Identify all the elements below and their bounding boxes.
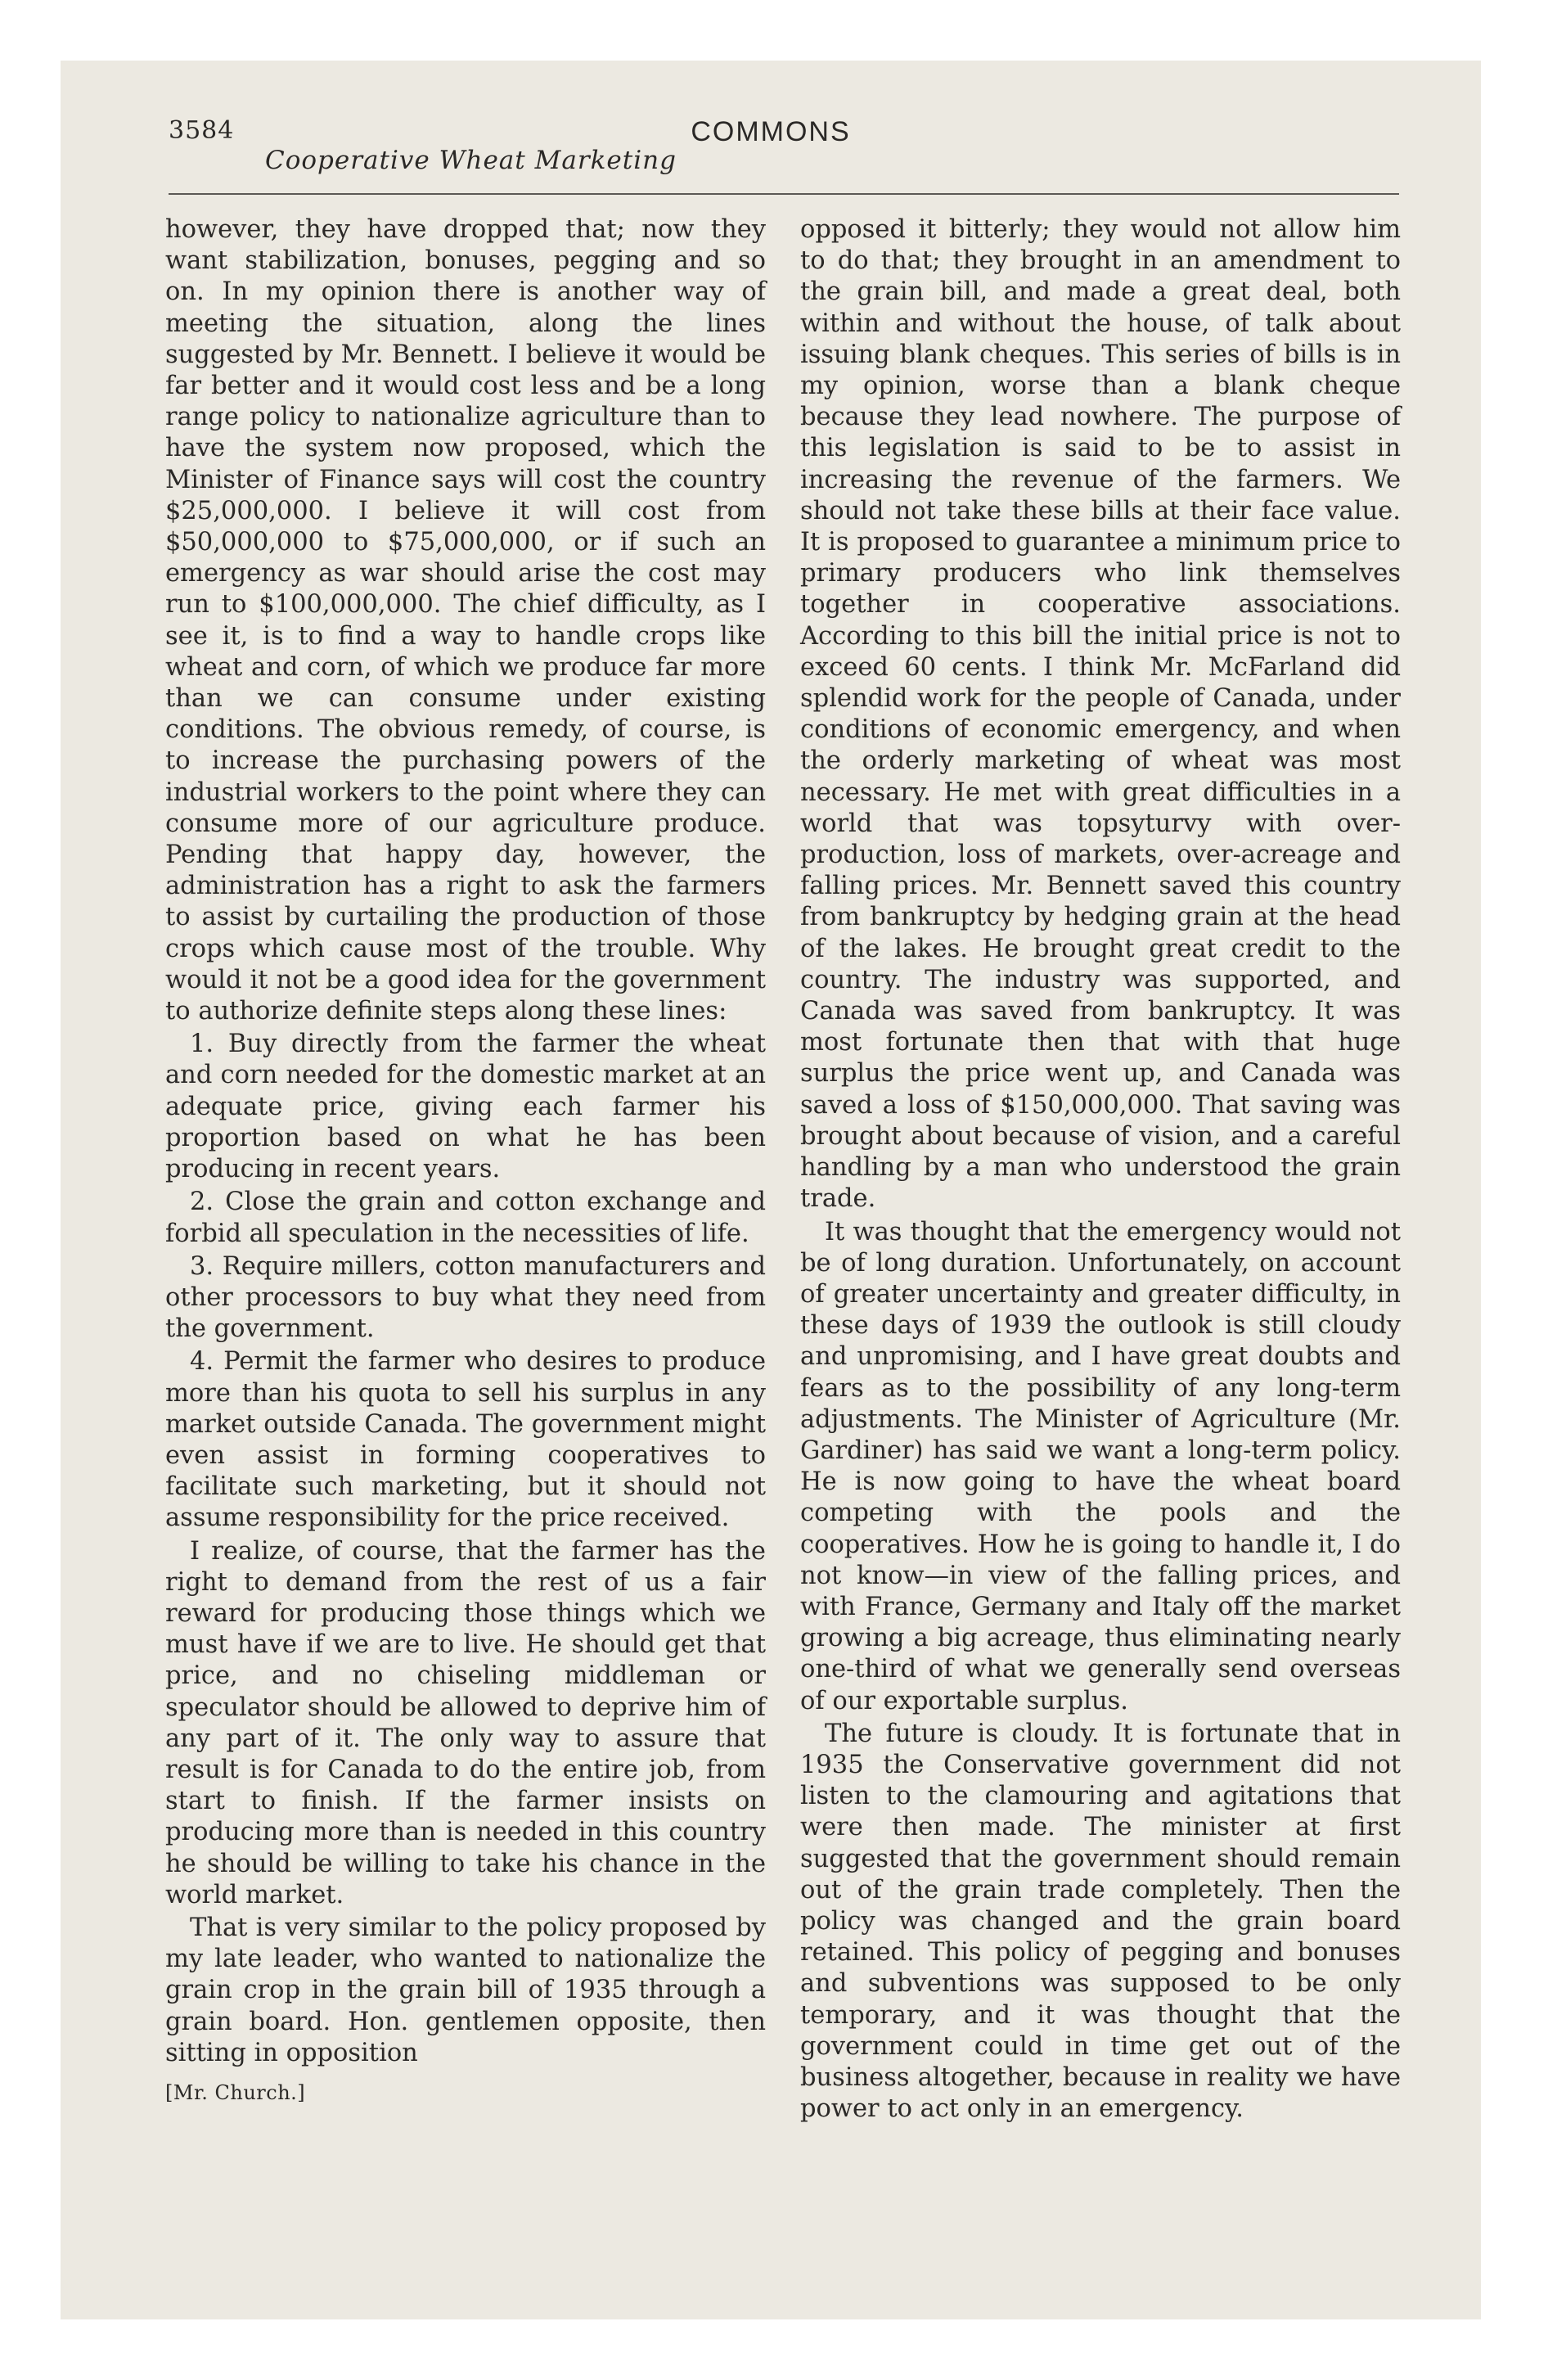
paragraph: The future is cloudy. It is fortunate that in 1935 the Conservative government did not listen to the clamouring and agitations that were then made. The minister at first suggested that the government should remain out of the grain trade completely. Then the policy was changed and the grain board retained. This policy of pegging and bonuses and subventions was supposed to be only temporary, and it was thought that the government could in time get out of the business altogether, because in reality we have power to act only in an emergency. (800, 1719, 1401, 2124)
right-column (800, 214, 1401, 2126)
left-column (165, 214, 766, 2105)
paragraph: I realize, of course, that the farmer has the right to demand from the rest of us a fair reward for producing those things which we must have if we are to live. He should get that price, and no chiseling middleman or speculator should be allowed to deprive him of any part of it. The only way to assure that result is for Canada to do the entire job, from start to finish. If the farmer insists on producing more than is needed in this country he should be willing to take his chance in the world market. (165, 1536, 766, 1909)
list-item: 1. Buy directly from the farmer the wheat and corn needed for the domestic market at an adequate price, giving each farmer his proportion based on what he has been producing in recent years. (165, 1030, 766, 1184)
list-item: 3. Require millers, cotton manufacturers and other processors to buy what they need from the government. (165, 1251, 766, 1344)
page-header-title: COMMONS (691, 116, 851, 147)
paragraph: That is very similar to the policy proposed by my late leader, who wanted to nationalize the grain crop in the grain bill of 1935 through a grain board. Hon. gentlemen opposite, then sitting in opposition (165, 1913, 766, 2067)
paragraph: It was thought that the emergency would not be of long duration. Unfortunately, on account of greater uncertainty and greater difficulty, in these days of 1939 the outlook is still cloudy and unpromising, and I have great doubts and fears as to the possibility of any long-term adjustments. The Minister of Agriculture (Mr. Gardiner) has said we want a long-term policy. He is now going to have the wheat board competing with the pools and the cooperatives. How he is going to handle it, I do not know—in view of the falling prices, and with France, Germany and Italy off the market growing a big acreage, thus eliminating nearly one-third of what we generally send overseas of our exportable surplus. (800, 1217, 1401, 1715)
speaker-note: [Mr. Church.] (165, 2080, 306, 2104)
document-page (61, 61, 1481, 2319)
page-number: 3584 (169, 116, 235, 145)
page-subtitle: Cooperative Wheat Marketing (265, 146, 677, 175)
paragraph: opposed it bitterly; they would not allow him to do that; they brought in an amendment to the grain bill, and made a great deal, both within and without the house, of talk about issuing blank cheques. This series of bills is in my opinion, worse than a blank cheque because they lead nowhere. The purpose of this legislation is said to be to assist in increasing the revenue of the farmers. We should not take these bills at their face value. It is proposed to guarantee a minimum price to primary producers who link themselves together in cooperative associations. According to this bill the initial price is not to exceed 60 cents. I think Mr. McFarland did splendid work for the people of Canada, under conditions of economic emergency, and when the orderly marketing of wheat was most necessary. He met with great difficulties in a world that was topsyturvy with over-production, loss of markets, over-acreage and falling prices. Mr. Bennett saved this country from bankruptcy by hedging grain at the head of the lakes. He brought great credit to the country. The industry was supported, and Canada was saved from bankruptcy. It was most fortunate then that with that huge surplus the price went up, and Canada was saved a loss of $150,000,000. That saving was brought about because of vision, and a careful handling by a man who understood the grain trade. (800, 215, 1401, 1214)
paragraph: however, they have dropped that; now they want stabilization, bonuses, pegging and so on. In my opinion there is another way of meeting the situation, along the lines suggested by Mr. Bennett. I believe it would be far better and it would cost less and be a long range policy to nationalize agriculture than to have the system now proposed, which the Minister of Finance says will cost the country $25,000,000. I believe it will cost from $50,000,000 to $75,000,000, or if such an emergency as war should arise the cost may run to $100,000,000. The chief difficulty, as I see it, is to find a way to handle crops like wheat and corn, of which we produce far more than we can consume under existing conditions. The obvious remedy, of course, is to increase the purchasing powers of the industrial workers to the point where they can consume more of our agriculture produce. Pending that happy day, however, the administration has a right to ask the farmers to assist by curtailing the production of those crops which cause most of the trouble. Why would it not be a good idea for the government to authorize definite steps along these lines: (165, 215, 766, 1026)
list-item: 2. Close the grain and cotton exchange and forbid all speculation in the necessities of life. (165, 1188, 766, 1248)
header-divider (169, 193, 1399, 195)
list-item: 4. Permit the farmer who desires to produce more than his quota to sell his surplus in any market outside Canada. The government might even assist in forming cooperatives to facilitate such marketing, but it should not assume responsibility for the price received. (165, 1347, 766, 1533)
